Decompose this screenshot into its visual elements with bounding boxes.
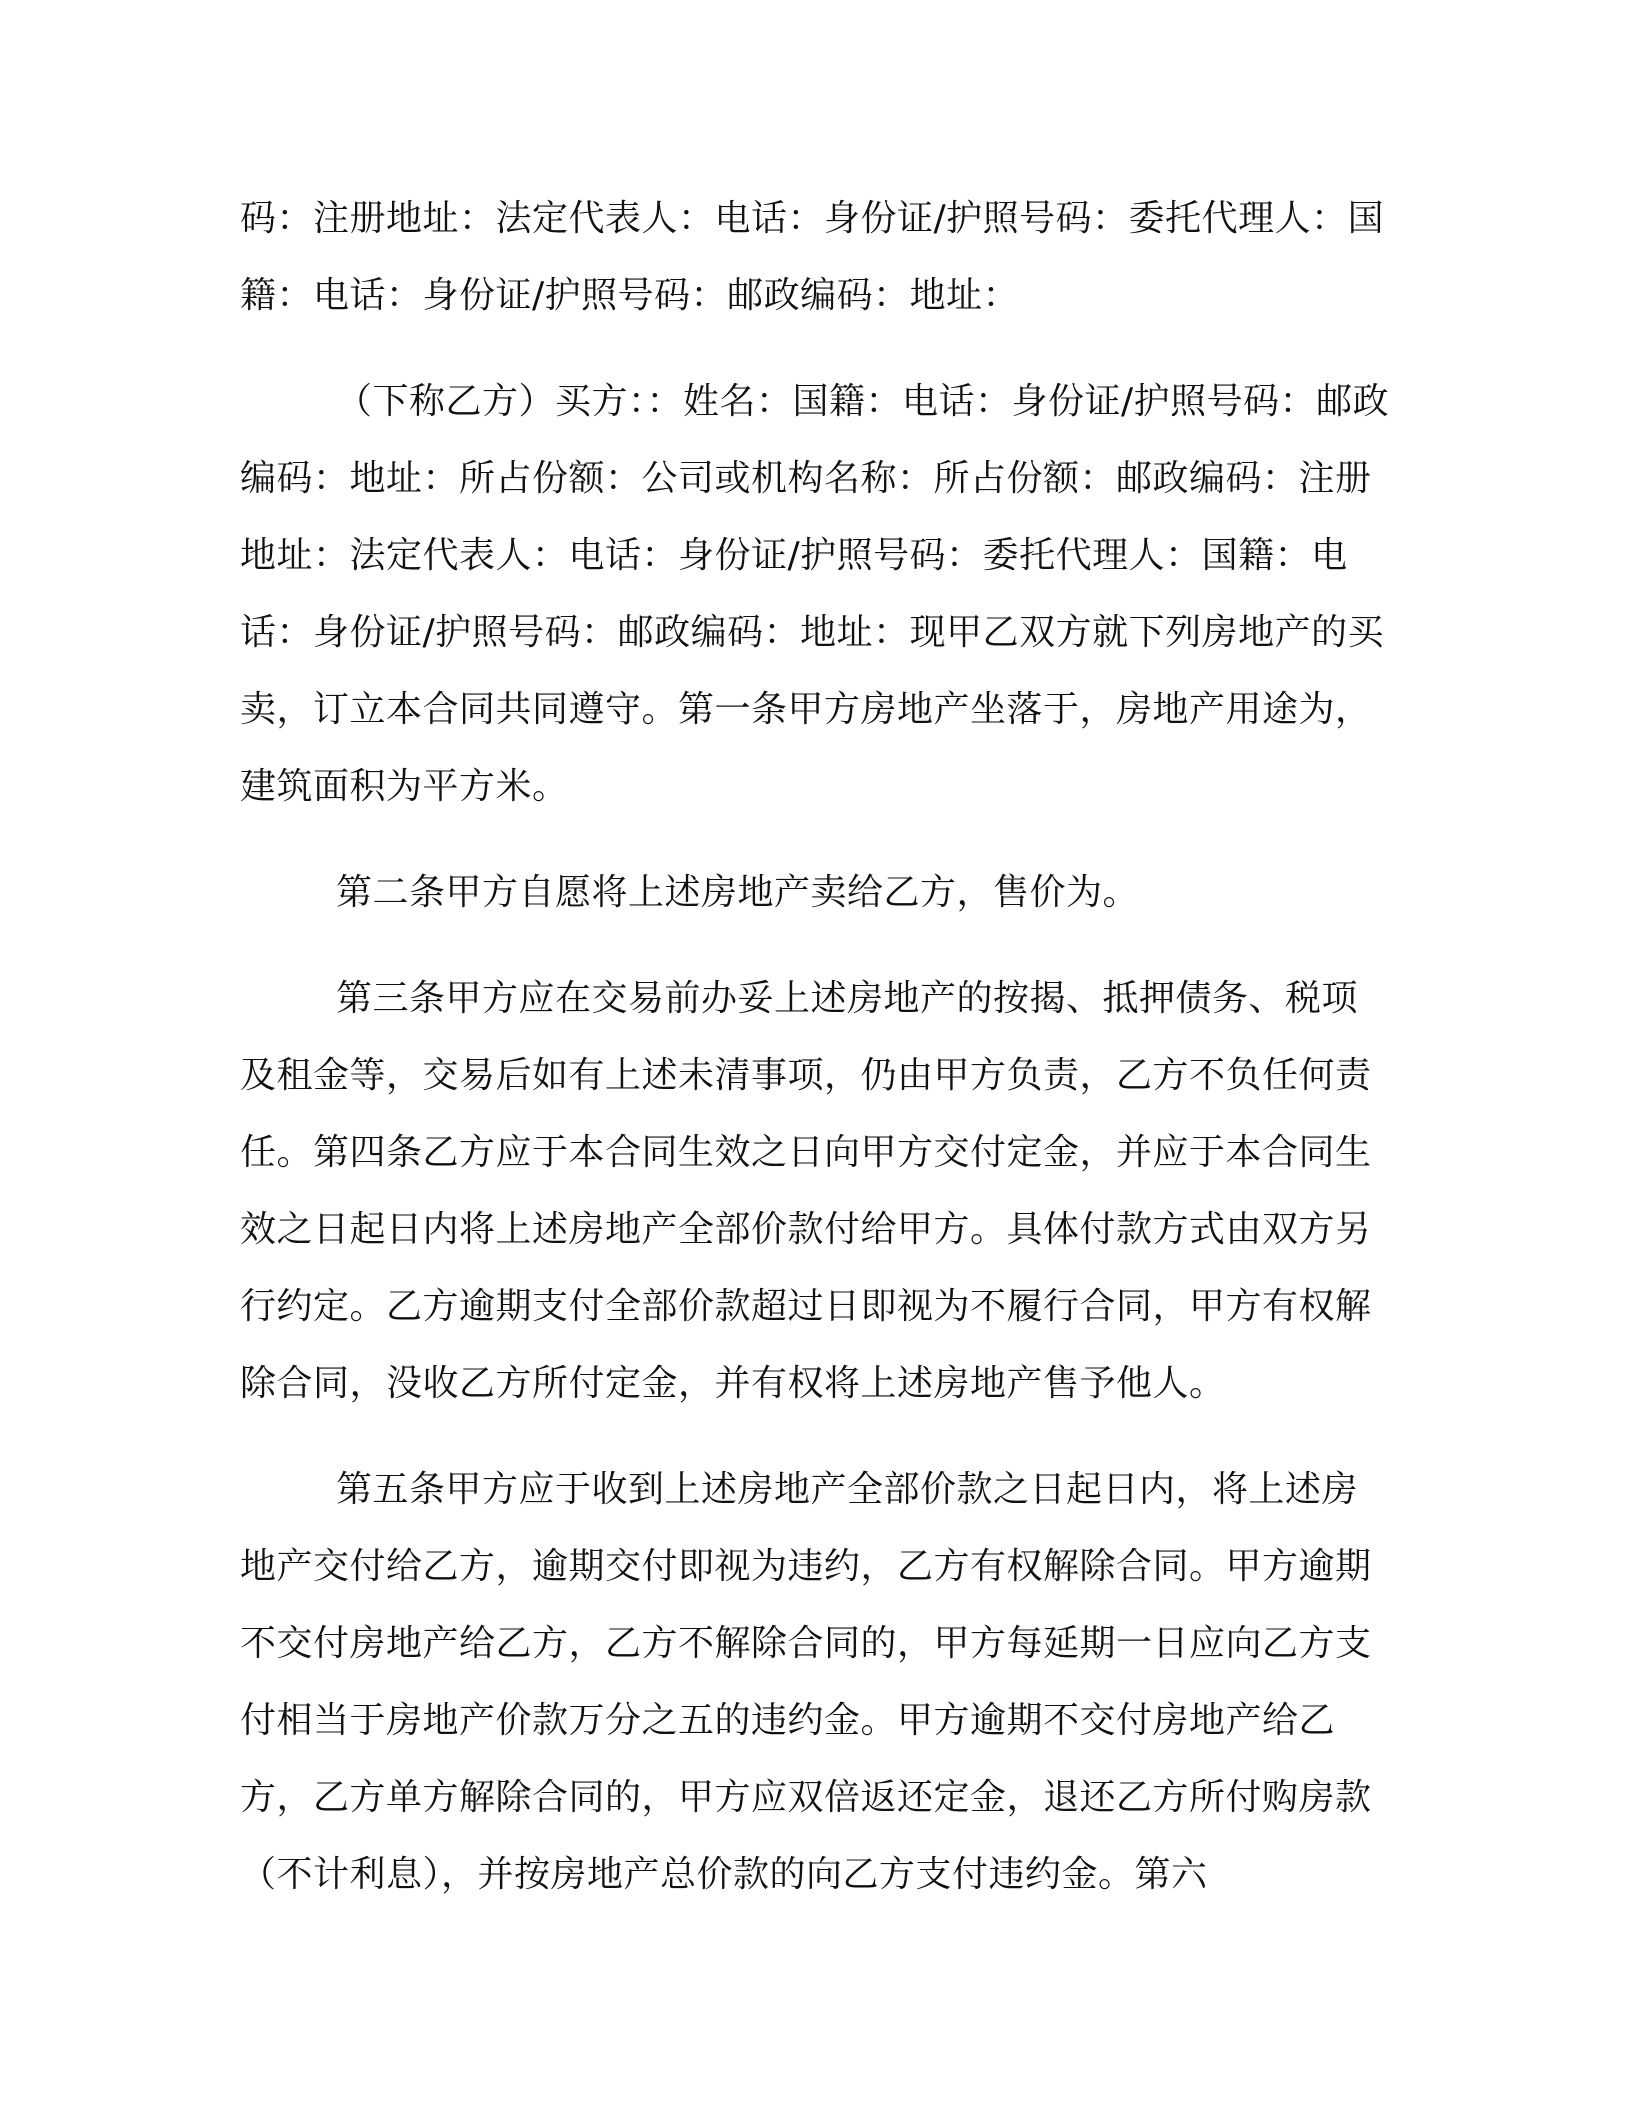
paragraph-party-b-and-article-1: （下称乙方）买方：：姓名：国籍：电话：身份证/护照号码：邮政编码：地址：所占份额：公司或机构名称：所占份额：邮政编码：注册地址：法定代表人：电话：身份证/护照号码：委托代理人：国籍：电话：身份证/护照号码：邮政编码：地址：现甲乙双方就下列房地产的买卖，订立本合同共同遵守。第一条甲方房地产坐落于，房地产用途为，建筑面积为平方米。 <box>240 381 1390 807</box>
paragraph-article-3-4: 第三条甲方应在交易前办妥上述房地产的按揭、抵押债务、税项及租金等，交易后如有上述未清事项，仍由甲方负责，乙方不负任何责任。第四条乙方应于本合同生效之日向甲方交付定金，并应于本合同生效之日起日内将上述房地产全部价款付给甲方。具体付款方式由双方另行约定。乙方逾期支付全部价款超过日即视为不履行合同，甲方有权解除合同，没收乙方所付定金，并有权将上述房地产售予他人。 <box>240 978 1372 1404</box>
paragraph-party-a-continued: 码：注册地址：法定代表人：电话：身份证/护照号码：委托代理人：国籍：电话：身份证/护照号码：邮政编码：地址： <box>240 198 1385 316</box>
paragraph-article-5: 第五条甲方应于收到上述房地产全部价款之日起日内，将上述房地产交付给乙方，逾期交付即视为违约，乙方有权解除合同。甲方逾期不交付房地产给乙方，乙方不解除合同的，甲方每延期一日应向乙方支付相当于房地产价款万分之五的违约金。甲方逾期不交付房地产给乙方，乙方单方解除合同的，甲方应双倍返还定金，退还乙方所付购房款（不计利息），并按房地产总价款的向乙方支付违约金。第六 <box>240 1469 1372 1895</box>
document-body <box>240 180 1390 1913</box>
paragraph-article-2: 第二条甲方自愿将上述房地产卖给乙方，售价为。 <box>336 872 1140 913</box>
